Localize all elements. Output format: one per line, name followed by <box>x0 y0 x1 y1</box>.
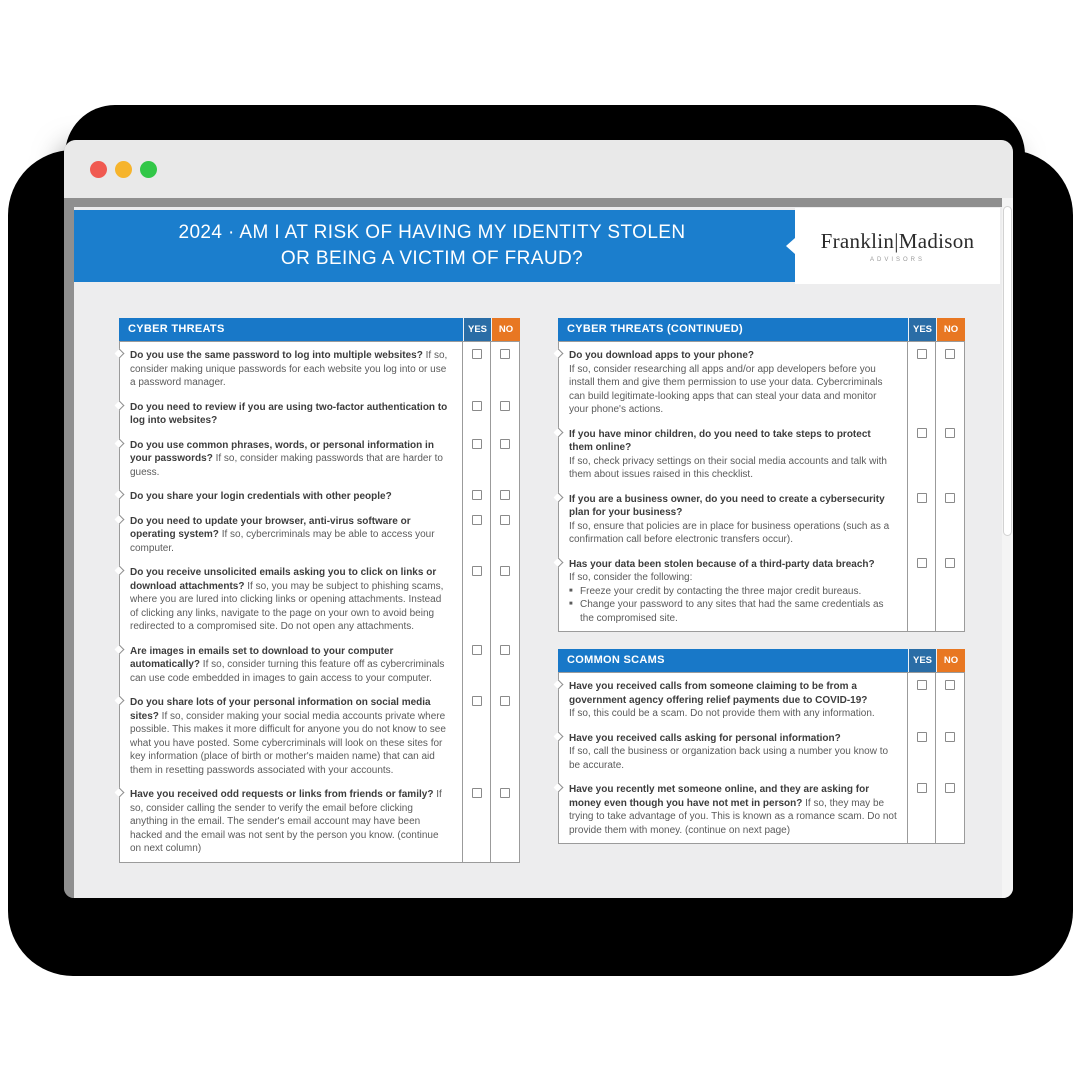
table-body <box>558 341 965 632</box>
yes-cell <box>907 342 935 423</box>
yes-cell <box>907 778 935 843</box>
minimize-button[interactable] <box>115 161 132 178</box>
table-header <box>558 318 965 341</box>
checklist-item <box>559 488 964 553</box>
document-page <box>74 207 1002 898</box>
close-button[interactable] <box>90 161 107 178</box>
no-checkbox[interactable] <box>945 558 955 568</box>
item-question: Are images in emails set to download to your computer automatically? <box>130 645 394 670</box>
yes-cell <box>462 561 490 640</box>
item-text <box>120 691 462 783</box>
no-checkbox[interactable] <box>500 788 510 798</box>
item-note: If so, consider making your social media accounts private where possible. This makes it more difficult for anyone you do not know to see what you have posted. Some cybercriminals will look on these sites for key information (place of birth or mother's maiden name) that can aid them in resetting passwords associated with your accounts. <box>130 710 446 776</box>
checklist-item <box>120 342 519 396</box>
item-text <box>559 488 907 553</box>
no-checkbox[interactable] <box>500 439 510 449</box>
item-text <box>559 778 907 843</box>
yes-checkbox[interactable] <box>472 439 482 449</box>
item-note: If so, consider the following: <box>569 572 693 583</box>
item-note: If so, cybercriminals may be able to access your computer. <box>130 529 435 554</box>
yes-checkbox[interactable] <box>472 645 482 655</box>
window-titlebar <box>64 140 1013 198</box>
checklist-item <box>559 423 964 488</box>
section-title: CYBER THREATS <box>119 318 463 341</box>
section-title: COMMON SCAMS <box>558 649 908 672</box>
scrollbar-thumb[interactable] <box>1003 206 1012 536</box>
no-cell <box>490 783 519 862</box>
yes-checkbox[interactable] <box>917 783 927 793</box>
window-controls <box>90 161 157 178</box>
checklist-table-common-scams <box>558 649 965 844</box>
item-note: If so, consider making passwords that are harder to guess. <box>130 453 443 478</box>
yes-column-header: YES <box>908 318 936 341</box>
yes-checkbox[interactable] <box>917 732 927 742</box>
item-bullet: ■ Change your password to any sites that had the same credentials as the compromised site. <box>569 598 897 625</box>
yes-cell <box>462 510 490 562</box>
no-checkbox[interactable] <box>500 515 510 525</box>
yes-checkbox[interactable] <box>472 490 482 500</box>
item-text <box>120 783 462 862</box>
no-checkbox[interactable] <box>500 401 510 411</box>
zoom-button[interactable] <box>140 161 157 178</box>
item-text <box>120 640 462 692</box>
yes-cell <box>462 640 490 692</box>
yes-cell <box>462 783 490 862</box>
item-question: Have you received calls from someone claiming to be from a government agency offering relief payments due to COVID-19? <box>569 681 868 706</box>
item-text <box>120 510 462 562</box>
no-checkbox[interactable] <box>500 490 510 500</box>
item-question: Do you receive unsolicited emails asking you to click on links or download attachments? <box>130 567 437 592</box>
checklist-item <box>120 434 519 486</box>
item-question: If you are a business owner, do you need to create a cybersecurity plan for your business? <box>569 493 885 518</box>
no-cell <box>935 488 964 553</box>
yes-checkbox[interactable] <box>472 566 482 576</box>
checklist-item <box>559 342 964 423</box>
document-title-line2: OR BEING A VICTIM OF FRAUD? <box>280 248 584 269</box>
item-bullet: ■ Freeze your credit by contacting the three major credit bureaus. <box>569 585 897 599</box>
checklist-item <box>120 561 519 640</box>
item-question: Have you received odd requests or links from friends or family? <box>130 789 434 800</box>
item-note: If so, they may be trying to take advantage of you. This is known as a romance scam. Do not provide them with money. (continue on next page) <box>569 797 897 836</box>
no-cell <box>490 342 519 396</box>
no-checkbox[interactable] <box>500 566 510 576</box>
no-checkbox[interactable] <box>945 349 955 359</box>
item-question: Have you recently met someone online, and they are asking for money even though you have not met in person? <box>569 784 870 809</box>
item-text <box>120 561 462 640</box>
yes-checkbox[interactable] <box>472 696 482 706</box>
item-text <box>120 434 462 486</box>
item-note: If so, call the business or organization back using a number you know to be accurate. <box>569 746 889 771</box>
no-cell <box>490 691 519 783</box>
no-column-header: NO <box>491 318 520 341</box>
item-question: If you have minor children, do you need to take steps to protect them online? <box>569 428 871 453</box>
yes-checkbox[interactable] <box>472 401 482 411</box>
item-text <box>559 423 907 488</box>
no-cell <box>935 727 964 779</box>
no-checkbox[interactable] <box>945 732 955 742</box>
no-cell <box>935 342 964 423</box>
checklist-column-left <box>119 318 520 863</box>
checklist-item <box>120 783 519 862</box>
no-cell <box>490 396 519 434</box>
no-checkbox[interactable] <box>500 349 510 359</box>
checklist-item <box>120 640 519 692</box>
checklist-table-cyber-threats-continued <box>558 318 965 632</box>
yes-cell <box>907 488 935 553</box>
brand-logo-name: Franklin|Madison <box>820 229 975 253</box>
brand-logo <box>795 208 1000 284</box>
item-text <box>559 342 907 423</box>
item-note: If so, consider calling the sender to verify the email before clicking anything in the email. The sender's email account may have been hacked and the email was not sent by the person you know. (continue on next column) <box>130 789 442 854</box>
no-cell <box>935 423 964 488</box>
item-note: If so, ensure that policies are in place for business operations (such as a confirmation call before electronic transfers occur). <box>569 520 890 545</box>
item-question: Has your data been stolen because of a third-party data breach? <box>569 558 875 570</box>
checklist-item <box>120 485 519 510</box>
item-note: If so, check privacy settings on their social media accounts and talk with them about issues raised in this checklist. <box>569 455 887 480</box>
item-question: Have you received calls asking for personal information? <box>569 732 841 744</box>
no-cell <box>490 510 519 562</box>
yes-cell <box>907 423 935 488</box>
scrollbar[interactable] <box>1002 198 1013 898</box>
yes-checkbox[interactable] <box>917 428 927 438</box>
item-text <box>559 553 907 632</box>
item-text <box>559 673 907 727</box>
yes-column-header: YES <box>463 318 491 341</box>
yes-cell <box>462 342 490 396</box>
yes-cell <box>462 434 490 486</box>
section-title: CYBER THREATS (CONTINUED) <box>558 318 908 341</box>
item-question: Do you download apps to your phone? <box>569 350 754 361</box>
yes-cell <box>907 673 935 727</box>
item-note: If so, this could be a scam. Do not provide them with any information. <box>569 708 875 719</box>
no-cell <box>935 673 964 727</box>
item-text <box>120 485 462 510</box>
item-note: If so, consider making unique passwords for each website you log into or use a password manager. <box>130 350 448 388</box>
no-checkbox[interactable] <box>500 645 510 655</box>
brand-logo-tagline: ADVISORS <box>869 257 925 263</box>
yes-cell <box>462 485 490 510</box>
document-header-banner <box>74 210 1000 282</box>
item-question: Do you use common phrases, words, or personal information in your passwords? <box>130 439 434 464</box>
yes-checkbox[interactable] <box>472 515 482 525</box>
checklist-table-cyber-threats <box>119 318 520 863</box>
yes-cell <box>462 396 490 434</box>
checklist-column-right <box>558 318 965 844</box>
checklist-item <box>559 553 964 632</box>
yes-cell <box>462 691 490 783</box>
item-note: If so, consider researching all apps and/or app developers before you install them and give them permission to use your data. Cybercriminals can build legitimate-looking apps that can steal your data and monitor your phone's actions. <box>569 363 883 415</box>
no-cell <box>490 561 519 640</box>
no-cell <box>935 553 964 632</box>
table-header <box>119 318 520 341</box>
no-column-header: NO <box>936 649 965 672</box>
item-question: Do you share your login credentials with other people? <box>130 491 392 502</box>
item-text <box>120 396 462 434</box>
item-note: If so, consider turning this feature off as cybercriminals can use code embedded in images to gain access to your computer. <box>130 659 445 684</box>
no-checkbox[interactable] <box>945 783 955 793</box>
item-question: Do you need to review if you are using two-factor authentication to log into websites? <box>130 401 448 426</box>
no-checkbox[interactable] <box>500 696 510 706</box>
item-note: If so, you may be subject to phishing scams, where you are lured into clicking links or opening attachments. Instead of clicking any links, navigate to the page on your own to avoid being redirected to a compromised site. Do not open any attachments. <box>130 580 444 632</box>
checklist-item <box>559 727 964 779</box>
yes-cell <box>907 553 935 632</box>
item-question: Do you need to update your browser, anti-virus software or operating system? <box>130 515 411 540</box>
yes-checkbox[interactable] <box>472 349 482 359</box>
no-cell <box>490 640 519 692</box>
yes-checkbox[interactable] <box>917 349 927 359</box>
item-question: Do you use the same password to log into multiple websites? <box>130 350 423 361</box>
item-question: Do you share lots of your personal information on social media sites? <box>130 697 431 722</box>
document-title <box>74 210 790 282</box>
table-body <box>558 672 965 844</box>
no-cell <box>935 778 964 843</box>
document-title-line1: 2024 · AM I AT RISK OF HAVING MY IDENTITY STOLEN <box>178 222 686 243</box>
checklist-item <box>559 778 964 843</box>
checklist-item <box>120 510 519 562</box>
table-header <box>558 649 965 672</box>
item-text <box>120 342 462 396</box>
no-cell <box>490 434 519 486</box>
yes-cell <box>907 727 935 779</box>
yes-column-header: YES <box>908 649 936 672</box>
no-checkbox[interactable] <box>945 680 955 690</box>
no-column-header: NO <box>936 318 965 341</box>
item-text <box>559 727 907 779</box>
checklist-item <box>120 396 519 434</box>
no-checkbox[interactable] <box>945 493 955 503</box>
checklist-item <box>120 691 519 783</box>
yes-checkbox[interactable] <box>917 493 927 503</box>
window-content <box>64 198 1013 898</box>
checklist-item <box>559 673 964 727</box>
browser-window <box>64 140 1013 898</box>
yes-checkbox[interactable] <box>472 788 482 798</box>
no-cell <box>490 485 519 510</box>
table-body <box>119 341 520 863</box>
yes-checkbox[interactable] <box>917 680 927 690</box>
item-bullet-list <box>569 585 897 626</box>
yes-checkbox[interactable] <box>917 558 927 568</box>
no-checkbox[interactable] <box>945 428 955 438</box>
